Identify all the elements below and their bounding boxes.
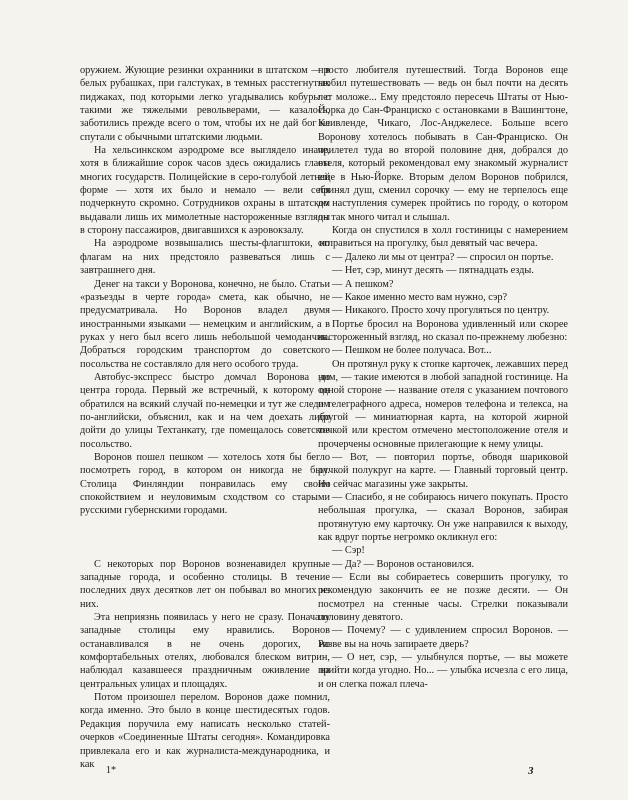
- dialog-line: — Какое именно место вам нужно, сэр?: [332, 291, 508, 303]
- dialog-line: — Если вы собираетесь совершить прогулку, то рекомендую закончить ее не позже десяти. — Он посмотрел на стенные часы. Стрелки показывали половину девятого.: [318, 572, 568, 624]
- paragraph: На хельсинкском аэродроме все выглядело иначе, хотя в ближайшие сорок часов здесь ожидались главы многих государств. Полицейские в серо-голубой летней форме — хотя их было и немало — вели себя подчеркнуто скромно. Сотрудников охраны в штатском выдавали лишь их мимолетные настороженные взгляды в сторону пассажиров, двигавшихся к аэровокзалу.: [80, 145, 330, 237]
- paragraph: Он протянул руку к стопке карточек, лежавших перед ним, — такие имеются в любой западной гостинице. На одной стороне — название отеля с указанием почтового и телеграфного адреса, номеров телефона и телекса, на другой — миниатюрная карта, на которой жирной точкой или крестом отмечено местоположение отеля и прочерчены основные прилегающие к нему улицы.: [318, 358, 568, 450]
- dialog-line: — Пешком не более получаса. Вот...: [332, 345, 492, 357]
- paragraph: На аэродроме возвышались шесты-флагштоки, но флагам на них предстояло развеваться лишь с завтрашнего дня.: [80, 238, 330, 277]
- right-column: [318, 64, 568, 691]
- paragraph: Эта неприязнь появилась у него не сразу. Поначалу западные столицы ему нравились. Воронов останавливался в не очень дорогих, но комфортабельных отелях, любовался блеском витрин, наблюдал казавшееся праздничным оживление на центральных улицах и площадях.: [80, 612, 330, 690]
- left-column: [80, 64, 330, 771]
- paragraph: Потом произошел перелом. Воронов даже помнил, когда именно. Это было в конце шестидесятых годов. Редакция поручила ему написать несколько статей-очерков «Соединенные Штаты сегодня». Командировка привлекала его и как журналиста-международника, и как: [80, 692, 330, 770]
- page-number: 3: [528, 765, 534, 777]
- dialog-line: — Почему? — с удивлением спросил Воронов. — Разве вы на ночь запираете дверь?: [318, 625, 568, 650]
- dialog-line: — Спасибо, я не собираюсь ничего покупать. Просто небольшая прогулка, — сказал Воронов, забирая протянутую ему карточку. Он уже направился к выходу, как вдруг портье негромко окликнул его:: [318, 492, 568, 544]
- dialog-line: — Вот, — повторил портье, обводя шариковой ручкой полукруг на карте. — Главный торговый центр. Но сейчас магазины уже закрыты.: [318, 451, 568, 490]
- paragraph: оружием. Жующие резинки охранники в штатском — в белых рубашках, при галстуках, в темных расстегнутых пиджаках, под которыми легко угадывались кобуры с такими же тяжелыми револьверами, — казалось, заботились прежде всего о том, чтобы их не дай бог не спутали с обычными штатскими людьми.: [80, 65, 330, 143]
- paragraph: Портье бросил на Воронова удивленный или скорее настороженный взгляд, но сказал по-прежнему любезно:: [318, 318, 568, 343]
- paragraph: Когда он спустился в холл гостиницы с намерением отправиться на прогулку, был девятый час вечера.: [318, 225, 568, 250]
- paragraph: просто любителя путешествий. Тогда Воронов еще любил путешествовать — ведь он был почти на десять лет моложе... Ему предстояло пересечь Штаты от Нью-Йорка до Сан-Франциско с остановками в Вашингтоне, Кливленде, Чикаго, Лос-Анджелесе. Больше всего Воронову хотелось побывать в Сан-Франциско. Он прилетел туда во второй половине дня, добрался до отеля, который рекомендовал ему знакомый журналист еще в Нью-Йорке. Вторым делом Воронов побрился, принял душ, сменил сорочку — ему не терпелось еще до наступления сумерек пройтись по городу, о котором он так много читал и слышал.: [318, 65, 568, 223]
- paragraph: Денег на такси у Воронова, конечно, не было. Статьи «разъезды в черте города» смета, как обычно, не предусматривала. Но Воронов владел двумя иностранными языками — немецким и английским, а в руках у него был всего лишь небольшой чемоданчик. Добраться городским транспортом до советского посольства не составляло для него особого труда.: [80, 278, 330, 370]
- section-break: [80, 518, 330, 558]
- paragraph: Воронов пошел пешком — хотелось хотя бы бегло посмотреть город, в котором он никогда не был. Столица Финляндии понравилась ему своим спокойствием и неуловимым сходством со старыми русскими губернскими городами.: [80, 451, 330, 517]
- dialog-line: — Сэр!: [332, 545, 365, 557]
- dialog-line: — О нет, сэр, — улыбнулся портье, — вы можете прийти когда угодно. Но... — улыбка исчезла с его лица, и он слегка пожал плеча-: [318, 652, 568, 690]
- section-opening-paragraph: С некоторых пор Воронов возненавидел крупные западные города, и особенно столицы. В течение последних двух десятков лет он побывал во многих из них.: [80, 558, 330, 610]
- dialog-line: — Далеко ли мы от центра? — спросил он портье.: [332, 251, 554, 263]
- signature-mark: 1*: [106, 765, 116, 776]
- dialog-line: — А пешком?: [332, 278, 394, 290]
- dialog-line: — Нет, сэр, минут десять — пятнадцать езды.: [332, 265, 534, 277]
- dialog-line: — Да? — Воронов остановился.: [332, 558, 475, 570]
- paragraph: Автобус-экспресс быстро домчал Воронова до центра города. Первый же встречный, к которому он обратился на всякий случай по-немецки и тут же следом по-английски, объяснил, как и на чем доехать либо дойти до улицы Техтанкату, где помещалось советское посольство.: [80, 371, 330, 450]
- dialog-line: — Никакого. Просто хочу прогуляться по центру.: [332, 305, 550, 317]
